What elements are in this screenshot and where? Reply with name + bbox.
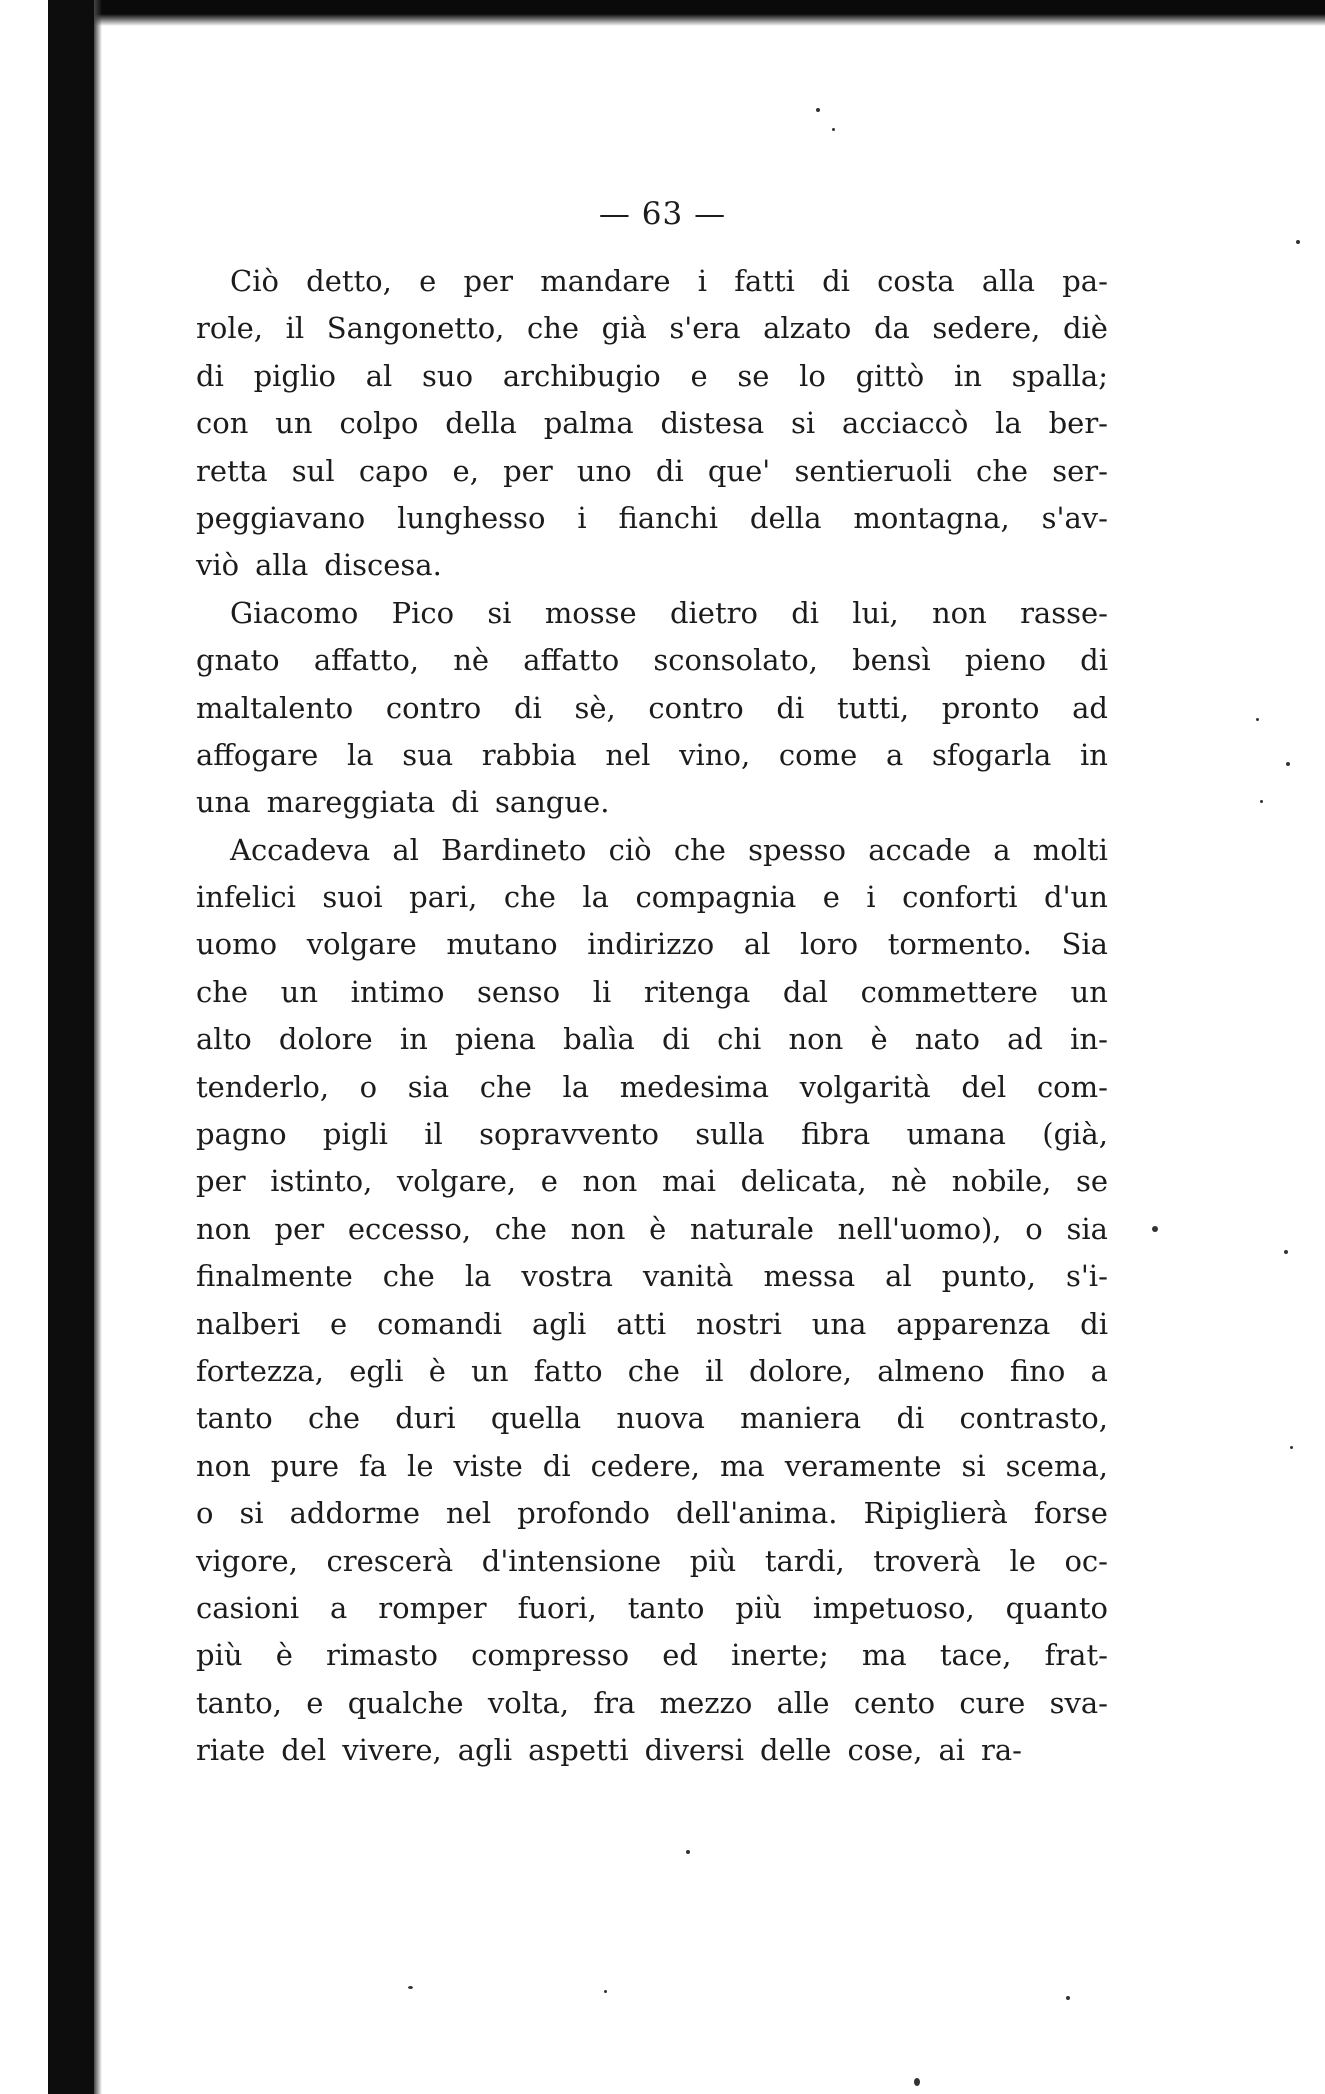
text-line: fortezza, egli è un fatto che il dolore, almeno fino a xyxy=(196,1353,1108,1388)
scan-speck xyxy=(1284,1250,1288,1254)
text-line: che un intimo senso li ritenga dal commettere un xyxy=(196,974,1108,1009)
text-line: non pure fa le viste di cedere, ma veramente si scema, xyxy=(196,1448,1108,1483)
scan-speck xyxy=(1296,240,1300,244)
text-line: per istinto, volgare, e non mai delicata, nè nobile, se xyxy=(196,1164,1108,1199)
text-line: una mareggiata di sangue. xyxy=(196,785,610,820)
text-line: non per eccesso, che non è naturale nell'uomo), o sia xyxy=(196,1211,1108,1246)
scan-speck xyxy=(1290,1446,1293,1449)
text-line: nalberi e comandi agli atti nostri una apparenza di xyxy=(196,1306,1108,1341)
scan-border-left xyxy=(48,0,94,2094)
text-line: viò alla discesa. xyxy=(196,548,442,583)
scan-speck xyxy=(1152,1226,1158,1232)
text-line: gnato affatto, nè affatto sconsolato, bensì pieno di xyxy=(196,643,1108,678)
text-line: o si addorme nel profondo dell'anima. Ripiglierà forse xyxy=(196,1496,1108,1531)
scan-speck xyxy=(604,1990,607,1993)
text-line: alto dolore in piena balìa di chi non è nato ad in- xyxy=(196,1022,1108,1057)
scan-speck xyxy=(1066,1996,1070,2000)
text-line: tanto che duri quella nuova maniera di contrasto, xyxy=(196,1401,1108,1436)
text-line: vigore, crescerà d'intensione più tardi, troverà le oc- xyxy=(196,1543,1108,1578)
scan-speck xyxy=(408,1986,413,1989)
text-line: finalmente che la vostra vanità messa al punto, s'i- xyxy=(196,1259,1108,1294)
text-line: retta sul capo e, per uno di que' sentieruoli che ser- xyxy=(196,453,1108,488)
text-line: maltalento contro di sè, contro di tutti, pronto ad xyxy=(196,690,1108,725)
text-line: con un colpo della palma distesa si acciaccò la ber- xyxy=(196,406,1108,441)
text-line: Accadeva al Bardineto ciò che spesso accade a molti xyxy=(230,832,1108,867)
text-line: Giacomo Pico si mosse dietro di lui, non rasse- xyxy=(230,595,1108,630)
text-line: affogare la sua rabbia nel vino, come a sfogarla in xyxy=(196,737,1108,772)
scan-speck xyxy=(1256,718,1259,721)
text-line: Ciò detto, e per mandare i fatti di costa alla pa- xyxy=(230,264,1108,298)
text-line: tenderlo, o sia che la medesima volgarità del com- xyxy=(196,1069,1108,1104)
scan-speck xyxy=(1286,762,1290,766)
text-line: role, il Sangonetto, che già s'era alzato da sedere, diè xyxy=(196,311,1108,346)
text-line: infelici suoi pari, che la compagnia e i conforti d'un xyxy=(196,880,1108,915)
page-body xyxy=(196,258,1108,1775)
page-number: — 63 — xyxy=(598,196,727,232)
text-line: peggiavano lunghesso i fianchi della montagna, s'av- xyxy=(196,500,1108,535)
text-line: pagno pigli il sopravvento sulla fibra umana (già, xyxy=(196,1117,1108,1152)
scan-speck xyxy=(816,108,820,112)
text-line: uomo volgare mutano indirizzo al loro tormento. Sia xyxy=(196,927,1108,962)
scan-speck xyxy=(832,128,835,131)
scan-speck xyxy=(1260,800,1263,803)
text-line: più è rimasto compresso ed inerte; ma tace, frat- xyxy=(196,1638,1108,1673)
scan-speck xyxy=(686,1850,690,1854)
text-line: riate del vivere, agli aspetti diversi delle cose, ai ra- xyxy=(196,1733,1022,1768)
text-line: di piglio al suo archibugio e se lo gittò in spalla; xyxy=(196,358,1108,393)
scan-speck xyxy=(914,2078,920,2086)
scan-border-top xyxy=(48,0,1325,26)
text-line: tanto, e qualche volta, fra mezzo alle cento cure sva- xyxy=(196,1685,1108,1720)
text-line: casioni a romper fuori, tanto più impetuoso, quanto xyxy=(196,1590,1108,1625)
